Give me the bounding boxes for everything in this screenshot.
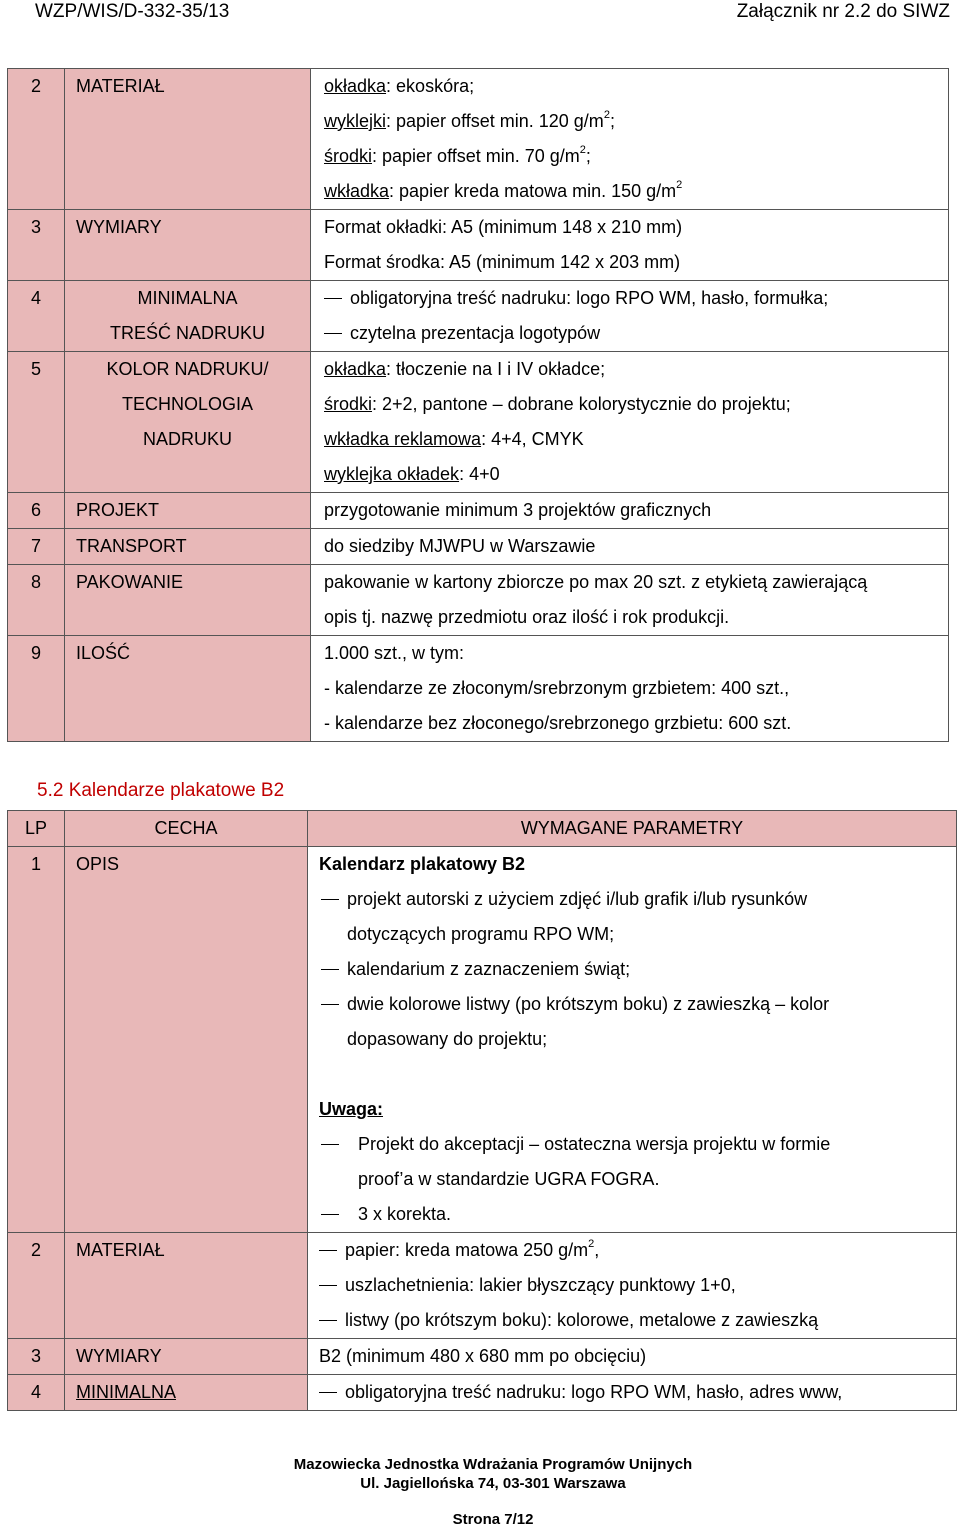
- spec-table-1: [7, 68, 949, 742]
- value-line: B2 (minimum 480 x 680 mm po obcięciu): [319, 1346, 647, 1366]
- bullet-line: dwie kolorowe listwy (po krótszym boku) z zawieszką – kolor: [319, 987, 956, 1022]
- dash-bullet: [319, 1303, 345, 1338]
- material-line: okładka: ekoskóra;: [324, 76, 475, 96]
- value-line: opis tj. nazwę przedmiotu oraz ilość i rok produkcji.: [324, 607, 730, 627]
- feature-label: ILOŚĆ: [76, 643, 131, 663]
- feature-label: TECHNOLOGIA: [121, 394, 254, 414]
- dash-bullet: [324, 316, 350, 351]
- bullet-line: czytelna prezentacja logotypów: [324, 316, 948, 351]
- row-number: 5: [30, 359, 41, 379]
- bullet-continuation: dopasowany do projektu;: [347, 1029, 548, 1049]
- note-continuation: proof’a w standardzie UGRA FOGRA.: [358, 1169, 660, 1189]
- quantity-line: 1.000 szt., w tym:: [324, 643, 465, 663]
- dash-bullet: [321, 1197, 358, 1232]
- value-line: przygotowanie minimum 3 projektów graficznych: [324, 500, 712, 520]
- doc-reference: WZP/WIS/D-332-35/13: [35, 1, 230, 22]
- bullet-line: listwy (po krótszym boku): kolorowe, metalowe z zawieszką: [319, 1303, 956, 1338]
- spec-table-2: [7, 810, 957, 1411]
- header-lp: LP: [24, 818, 48, 838]
- page-number: Strona 7/12: [452, 1511, 534, 1528]
- value-line: wkładka reklamowa: 4+4, CMYK: [324, 429, 584, 449]
- feature-label: NADRUKU: [142, 429, 232, 449]
- table-row: [8, 1339, 957, 1375]
- material-line: wkładka: papier kreda matowa min. 150 $g/m^2$: [324, 179, 683, 201]
- table-row: [8, 847, 957, 1233]
- bullet-line: obligatoryjna treść nadruku: logo RPO WM, hasło, formułka;: [324, 281, 948, 316]
- bullet-line: obligatoryjna treść nadruku: logo RPO WM, hasło, adres www,: [319, 1375, 956, 1410]
- table-row: [8, 281, 949, 352]
- value-line: do siedziby MJWPU w Warszawie: [324, 536, 596, 556]
- dash-bullet: [321, 1127, 358, 1162]
- dash-bullet: [321, 882, 347, 917]
- attachment-label: Załącznik nr 2.2 do SIWZ: [736, 1, 950, 22]
- dash-bullet: [319, 1375, 345, 1410]
- value-line: okładka: tłoczenie na I i IV okładce;: [324, 359, 606, 379]
- feature-label: TRANSPORT: [76, 536, 187, 556]
- bullet-line: papier: kreda matowa 250 $g/m^2$,: [319, 1233, 956, 1268]
- bullet-continuation: dotyczących programu RPO WM;: [347, 924, 615, 944]
- row-number: 8: [30, 572, 41, 592]
- row-number: 2: [30, 1240, 41, 1260]
- feature-label: MATERIAŁ: [76, 76, 165, 96]
- row-number: 4: [30, 1382, 41, 1402]
- note-label: Uwaga:: [319, 1099, 384, 1119]
- row-number: 7: [30, 536, 41, 556]
- row-number: 2: [30, 76, 41, 96]
- section-title: 5.2 Kalendarze plakatowe B2: [37, 780, 285, 801]
- note-bullet: 3 x korekta.: [319, 1197, 956, 1232]
- row-number: 6: [30, 500, 41, 520]
- feature-label: OPIS: [76, 854, 120, 874]
- value-line: pakowanie w kartony zbiorcze po max 20 szt. z etykietą zawierającą: [324, 572, 868, 592]
- bullet-line: kalendarium z zaznaczeniem świąt;: [319, 952, 956, 987]
- note-bullet: Projekt do akceptacji – ostateczna wersja projektu w formie: [319, 1127, 956, 1162]
- table-row: [8, 529, 949, 565]
- feature-label: PAKOWANIE: [76, 572, 184, 592]
- row-number: 3: [30, 1346, 41, 1366]
- dash-bullet: [319, 1268, 345, 1303]
- table-row: [8, 1375, 957, 1411]
- value-line: - kalendarze bez złoconego/srebrzonego grzbietu: 600 szt.: [324, 713, 792, 733]
- table-row: [8, 210, 949, 281]
- table-row: [8, 69, 949, 210]
- dash-bullet: [321, 952, 347, 987]
- product-title: Kalendarz plakatowy B2: [319, 854, 526, 874]
- value-line: wyklejka okładek: 4+0: [324, 464, 500, 484]
- footer-address: Ul. Jagiellońska 74, 03-301 Warszawa: [360, 1475, 626, 1492]
- dash-bullet: [319, 1233, 345, 1268]
- value-line: Format środka: A5 (minimum 142 x 203 mm): [324, 252, 681, 272]
- table-row: [8, 636, 949, 742]
- feature-label: PROJEKT: [76, 500, 160, 520]
- feature-label: MINIMALNA: [76, 1382, 177, 1402]
- feature-label: MINIMALNA: [137, 288, 238, 308]
- feature-label: WYMIARY: [76, 217, 162, 237]
- table-row: [8, 493, 949, 529]
- row-number: 1: [30, 854, 41, 874]
- table-header-row: [8, 811, 957, 847]
- table-row: [8, 1233, 957, 1339]
- row-number: 4: [30, 288, 41, 308]
- header-params: WYMAGANE PARAMETRY: [520, 818, 744, 838]
- footer-org: Mazowiecka Jednostka Wdrażania Programów Unijnych: [293, 1456, 693, 1473]
- feature-label: MATERIAŁ: [76, 1240, 165, 1260]
- table-row: [8, 565, 949, 636]
- dash-bullet: [324, 281, 350, 316]
- header-feature: CECHA: [154, 818, 218, 838]
- row-number: 3: [30, 217, 41, 237]
- material-line: wyklejki: papier offset min. 120 $g/m^2$;: [324, 109, 615, 131]
- value-line: - kalendarze ze złoconym/srebrzonym grzbietem: 400 szt.,: [324, 678, 790, 698]
- row-number: 9: [30, 643, 41, 663]
- feature-label: WYMIARY: [76, 1346, 162, 1366]
- bullet-line: projekt autorski z użyciem zdjęć i/lub grafik i/lub rysunków: [319, 882, 956, 917]
- feature-label: KOLOR NADRUKU/: [106, 359, 269, 379]
- material-line: środki: papier offset min. 70 $g/m^2$;: [324, 144, 591, 166]
- table-row: [8, 352, 949, 493]
- feature-label: TREŚĆ NADRUKU: [109, 323, 265, 343]
- bullet-line: uszlachetnienia: lakier błyszczący punktowy 1+0,: [319, 1268, 956, 1303]
- value-line: Format okładki: A5 (minimum 148 x 210 mm): [324, 217, 683, 237]
- dash-bullet: [321, 987, 347, 1022]
- value-line: środki: 2+2, pantone – dobrane kolorystycznie do projektu;: [324, 394, 791, 414]
